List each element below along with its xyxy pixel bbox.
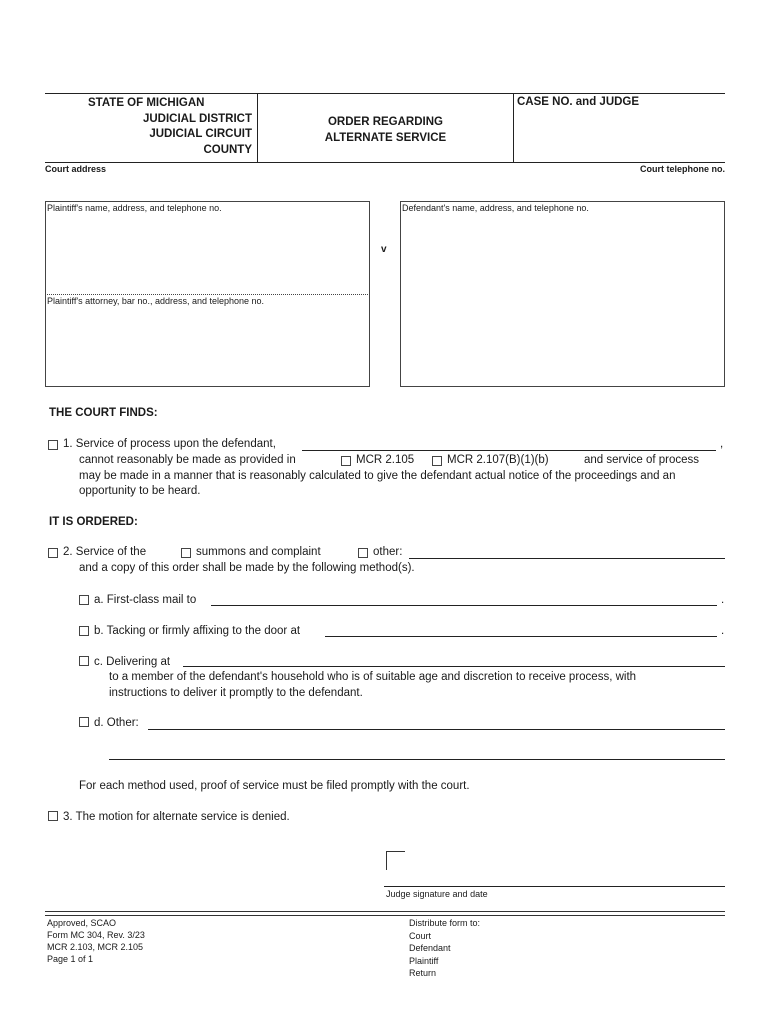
distribute-defendant: Defendant <box>409 943 451 953</box>
plaintiff-divider <box>45 294 370 295</box>
mcr-2105-checkbox[interactable] <box>341 456 351 466</box>
header-top-rule <box>45 93 725 94</box>
signature-corner-mark <box>386 851 405 870</box>
district-line: JUDICIAL DISTRICT <box>142 112 252 125</box>
judge-signature-label: Judge signature and date <box>386 889 488 899</box>
method-b-line[interactable] <box>325 636 717 637</box>
method-d-checkbox[interactable] <box>79 717 89 727</box>
judge-signature-line[interactable] <box>384 886 725 887</box>
summons-label: summons and complaint <box>196 546 321 558</box>
mcr-2107-label: MCR 2.107(B)(1)(b) <box>447 454 549 466</box>
versus-label: v <box>381 244 387 255</box>
method-a-checkbox[interactable] <box>79 595 89 605</box>
method-a-line[interactable] <box>211 605 717 606</box>
summons-checkbox[interactable] <box>181 548 191 558</box>
method-b-period: . <box>721 625 725 637</box>
item2-line2: and a copy of this order shall be made by the following method(s). <box>79 562 415 574</box>
findings-heading: THE COURT FINDS: <box>49 407 158 419</box>
distribute-plaintiff: Plaintiff <box>409 955 439 966</box>
approved-line: Approved, SCAO <box>47 918 117 928</box>
item1-line4: opportunity to be heard. <box>79 485 201 497</box>
state-court-block <box>50 96 252 158</box>
form-info <box>47 917 145 965</box>
method-c-line2: to a member of the defendant's household who is of suitable age and discretion to receive process, with <box>109 671 637 683</box>
form-title <box>258 114 513 146</box>
defendant-label: Defendant's name, address, and telephone no. <box>402 203 589 213</box>
item2-lead: 2. Service of the <box>63 546 147 558</box>
proof-note: For each method used, proof of service must be filed promptly with the court. <box>79 780 470 792</box>
defendant-box[interactable] <box>400 201 725 387</box>
method-c-line3: instructions to deliver it promptly to the defendant. <box>109 687 363 699</box>
item3-label: 3. The motion for alternate service is denied. <box>63 811 290 823</box>
distribute-return: Return <box>409 968 437 978</box>
court-phone-label: Court telephone no. <box>640 164 725 174</box>
other-line[interactable] <box>409 558 725 559</box>
circuit-line: JUDICIAL CIRCUIT <box>149 128 252 140</box>
court-address-label: Court address <box>45 164 107 174</box>
plaintiff-attorney-label: Plaintiff's attorney, bar no., address, and telephone no. <box>47 296 265 306</box>
item1-line2: cannot reasonably be made as provided in <box>79 454 296 466</box>
other-checkbox[interactable] <box>358 548 368 558</box>
method-c-line[interactable] <box>183 666 725 667</box>
method-d-line-2[interactable] <box>109 759 725 760</box>
header-divider-2 <box>513 93 514 163</box>
method-d-line[interactable] <box>148 729 725 730</box>
plaintiff-label: Plaintiff's name, address, and telephone no. <box>47 203 222 213</box>
title-line-1: ORDER REGARDING <box>327 116 443 128</box>
method-c-checkbox[interactable] <box>79 656 89 666</box>
item3-checkbox[interactable] <box>48 811 58 821</box>
item1-line3: may be made in a manner that is reasonably calculated to give the defendant actual notice of the proceedings and an <box>79 470 676 482</box>
method-a-period: . <box>721 594 725 606</box>
form-number-line: Form MC 304, Rev. 3/23 <box>47 930 145 940</box>
title-line-2: ALTERNATE SERVICE <box>324 132 447 144</box>
mcr-line: MCR 2.103, MCR 2.105 <box>47 942 144 952</box>
method-c-label: c. Delivering at <box>94 656 171 668</box>
item1-checkbox[interactable] <box>48 440 58 450</box>
method-b-checkbox[interactable] <box>79 626 89 636</box>
item1-tail: and service of process <box>584 454 700 466</box>
defendant-name-line[interactable] <box>302 450 716 451</box>
item2-checkbox[interactable] <box>48 548 58 558</box>
header-bottom-rule <box>45 162 725 163</box>
distribution-list <box>409 917 480 980</box>
other-label: other: <box>373 546 403 558</box>
ordered-heading: IT IS ORDERED: <box>49 516 138 528</box>
distribute-court: Court <box>409 930 432 941</box>
mcr-2105-label: MCR 2.105 <box>356 454 415 466</box>
item1-comma: , <box>720 438 724 450</box>
distribute-label: Distribute form to: <box>409 918 481 928</box>
mcr-2107-checkbox[interactable] <box>432 456 442 466</box>
item1-lead: 1. Service of process upon the defendant, <box>63 438 276 450</box>
method-b-label: b. Tacking or firmly affixing to the door at <box>94 625 301 637</box>
page-line: Page 1 of 1 <box>47 954 94 964</box>
state-line: STATE OF MICHIGAN <box>88 97 205 109</box>
method-d-label: d. Other: <box>94 717 139 729</box>
case-no-label: CASE NO. and JUDGE <box>517 96 640 108</box>
footer-rule <box>45 911 725 916</box>
county-line: COUNTY <box>203 143 252 156</box>
method-a-label: a. First-class mail to <box>94 594 197 606</box>
